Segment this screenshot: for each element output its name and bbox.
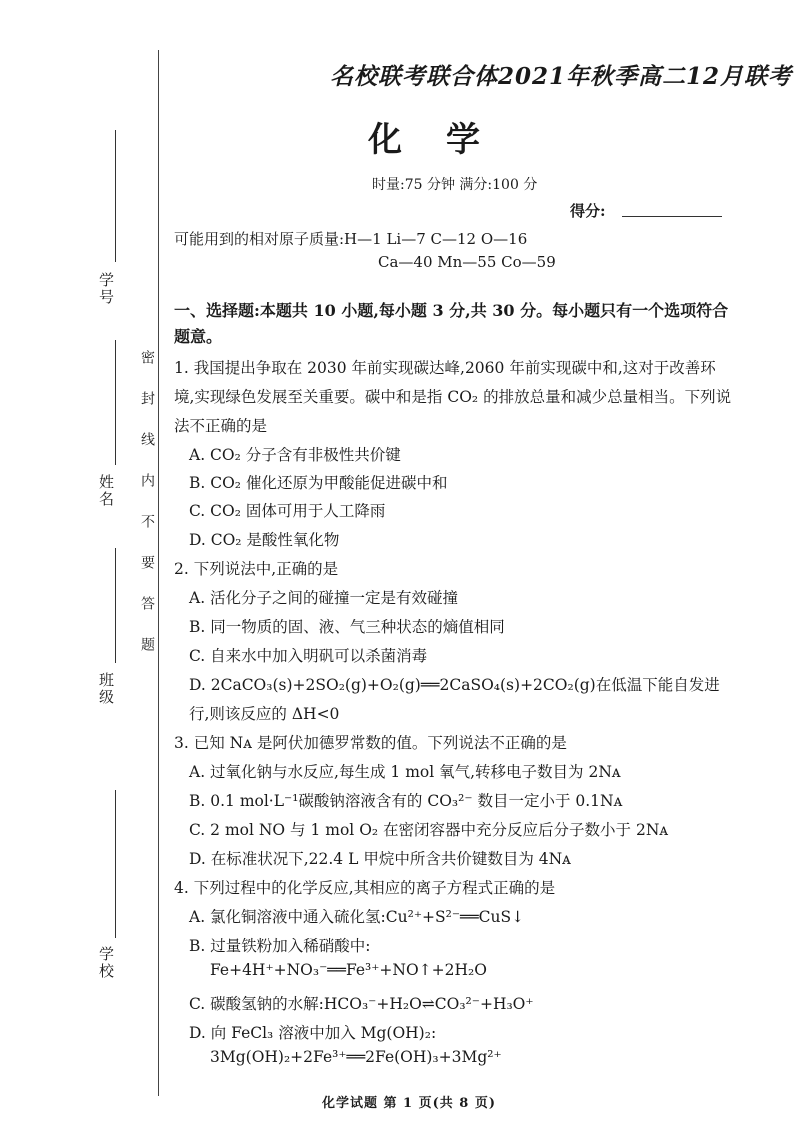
- page-footer: 化学试题 第 1 页(共 8 页): [322, 1096, 497, 1111]
- question-4-stem: 4. 下列过程中的化学反应,其相应的离子方程式正确的是: [174, 879, 556, 897]
- student-id-label: 学号: [97, 272, 115, 306]
- question-1-option-b: B. CO₂ 催化还原为甲酸能促进碳中和: [189, 474, 448, 492]
- question-1-option-a: A. CO₂ 分子含有非极性共价键: [189, 446, 401, 464]
- question-3-option-d: D. 在标准状况下,22.4 L 甲烷中所含共价键数目为 4Nᴀ: [189, 850, 571, 868]
- question-3-option-a: A. 过氧化钠与水反应,每生成 1 mol 氧气,转移电子数目为 2Nᴀ: [189, 763, 621, 781]
- question-4-option-b: B. 过量铁粉加入稀硝酸中:: [189, 937, 371, 955]
- score-blank[interactable]: [622, 216, 722, 217]
- question-4-equation-b: Fe+4H⁺+NO₃⁻══Fe³⁺+NO↑+2H₂O: [210, 961, 487, 979]
- score-label: 得分:: [570, 202, 606, 220]
- question-2-option-d: D. 2CaCO₃(s)+2SO₂(g)+O₂(g)══2CaSO₄(s)+2CO₂(g)在低温下能自发进行,则该反应的 ΔH<0: [189, 676, 720, 723]
- atomic-mass-line-2: Ca—40 Mn—55 Co—59: [378, 253, 556, 271]
- exam-title: 名校联考联合体2021年秋季高二12月联考: [330, 63, 793, 90]
- question-4-option-d: D. 向 FeCl₃ 溶液中加入 Mg(OH)₂:: [189, 1024, 437, 1042]
- name-blank: [115, 340, 116, 465]
- class-label: 班级: [97, 672, 115, 706]
- question-2-option-a: A. 活化分子之间的碰撞一定是有效碰撞: [189, 589, 459, 607]
- name-label: 姓名: [97, 474, 115, 508]
- student-id-blank: [115, 130, 116, 262]
- question-1-option-c: C. CO₂ 固体可用于人工降雨: [189, 502, 386, 520]
- question-1-option-d: D. CO₂ 是酸性氧化物: [189, 531, 340, 549]
- question-3-option-c: C. 2 mol NO 与 1 mol O₂ 在密闭容器中充分反应后分子数小于 2Nᴀ: [189, 821, 669, 839]
- question-2-stem: 2. 下列说法中,正确的是: [174, 560, 339, 578]
- question-3-option-b: B. 0.1 mol·L⁻¹碳酸钠溶液含有的 CO₃²⁻ 数目一定小于 0.1Nᴀ: [189, 792, 623, 810]
- subject-title: 化学: [368, 120, 524, 160]
- section-title: 一、选择题:本题共 10 小题,每小题 3 分,共 30 分。每小题只有一个选项符合题意。: [174, 301, 729, 346]
- school-blank: [115, 790, 116, 938]
- school-label: 学校: [97, 946, 115, 980]
- seal-notice: 密封线内不要答题: [139, 350, 155, 678]
- question-1-stem: 1. 我国提出争取在 2030 年前实现碳达峰,2060 年前实现碳中和,这对于改善环境,实现绿色发展至关重要。碳中和是指 CO₂ 的排放总量和减少总量相当。下列说法不正确的是: [174, 359, 732, 435]
- question-3-stem: 3. 已知 Nᴀ 是阿伏加德罗常数的值。下列说法不正确的是: [174, 734, 567, 752]
- question-4-option-a: A. 氯化铜溶液中通入硫化氢:Cu²⁺+S²⁻══CuS↓: [189, 908, 525, 926]
- atomic-mass-line-1: 可能用到的相对原子质量:H—1 Li—7 C—12 O—16: [174, 230, 528, 248]
- question-2-option-b: B. 同一物质的固、液、气三种状态的熵值相同: [189, 618, 505, 636]
- question-2-option-c: C. 自来水中加入明矾可以杀菌消毒: [189, 647, 428, 665]
- class-blank: [115, 548, 116, 663]
- exam-meta: 时量:75 分钟 满分:100 分: [372, 177, 538, 193]
- margin-border-line: [158, 50, 159, 1096]
- question-4-equation-d: 3Mg(OH)₂+2Fe³⁺══2Fe(OH)₃+3Mg²⁺: [210, 1048, 502, 1066]
- question-4-option-c: C. 碳酸氢钠的水解:HCO₃⁻+H₂O⇌CO₃²⁻+H₃O⁺: [189, 995, 534, 1013]
